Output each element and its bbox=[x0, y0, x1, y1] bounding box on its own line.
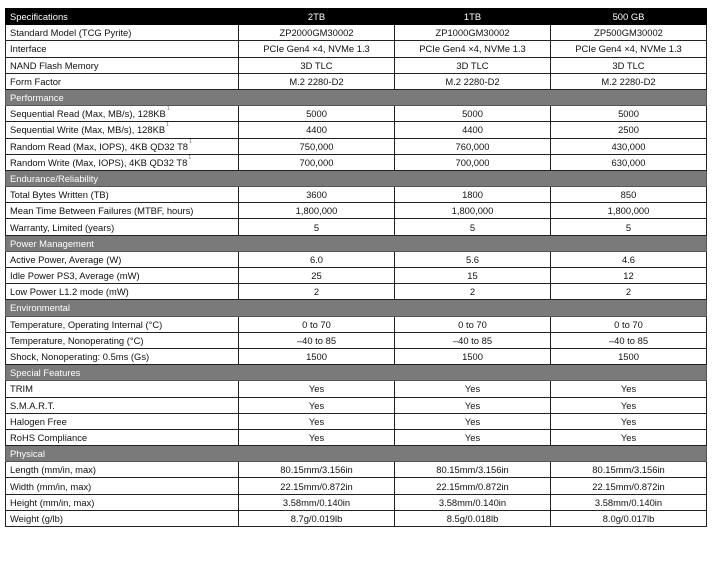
spec-value-cell: 1,800,000 bbox=[551, 203, 707, 219]
spec-value-cell: 6.0 bbox=[239, 251, 395, 267]
spec-label: Idle Power PS3, Average (mW) bbox=[10, 270, 140, 282]
table-row bbox=[6, 413, 707, 429]
section-header-row bbox=[6, 365, 707, 381]
spec-label: Temperature, Operating Internal (°C) bbox=[10, 318, 163, 330]
spec-value-cell: 8.0g/0.017lb bbox=[551, 510, 707, 526]
spec-label: Total Bytes Written (TB) bbox=[10, 189, 109, 201]
spec-value-cell: PCIe Gen4 ×4, NVMe 1.3 bbox=[395, 41, 551, 57]
spec-label-cell bbox=[6, 284, 239, 300]
table-row bbox=[6, 510, 707, 526]
spec-label: Sequential Write (Max, MB/s), 128KB bbox=[10, 124, 166, 136]
header-column-1tb: 1TB bbox=[395, 9, 551, 25]
spec-value-cell: Yes bbox=[395, 397, 551, 413]
spec-label-cell bbox=[6, 251, 239, 267]
spec-value-cell: 1500 bbox=[239, 348, 395, 364]
spec-label: Length (mm/in, max) bbox=[10, 464, 96, 476]
spec-value-cell: 750,000 bbox=[239, 138, 395, 154]
spec-label: Form Factor bbox=[10, 75, 62, 87]
spec-label: Shock, Nonoperating: 0.5ms (Gs) bbox=[10, 351, 150, 363]
spec-value-cell: 5000 bbox=[395, 106, 551, 122]
spec-value-cell: 1,800,000 bbox=[395, 203, 551, 219]
spec-label: Mean Time Between Failures (MTBF, hours) bbox=[10, 205, 194, 217]
spec-value-cell: 1500 bbox=[551, 348, 707, 364]
spec-label: Low Power L1.2 mode (mW) bbox=[10, 286, 129, 298]
footnote-marker: 1 bbox=[166, 122, 169, 129]
spec-label: S.M.A.R.T. bbox=[10, 399, 55, 411]
spec-value-cell: Yes bbox=[551, 397, 707, 413]
table-row bbox=[6, 478, 707, 494]
header-row bbox=[6, 9, 707, 25]
spec-label-cell bbox=[6, 397, 239, 413]
table-row bbox=[6, 251, 707, 267]
spec-label: NAND Flash Memory bbox=[10, 59, 99, 71]
spec-value-cell: 0 to 70 bbox=[239, 316, 395, 332]
section-header-row bbox=[6, 235, 707, 251]
table-row bbox=[6, 284, 707, 300]
spec-value-cell: 4400 bbox=[239, 122, 395, 138]
spec-value-cell: 4.6 bbox=[551, 251, 707, 267]
spec-label-cell bbox=[6, 57, 239, 73]
spec-value-cell: 2 bbox=[395, 284, 551, 300]
spec-value-cell: PCIe Gen4 ×4, NVMe 1.3 bbox=[551, 41, 707, 57]
spec-label: Active Power, Average (W) bbox=[10, 253, 122, 265]
spec-value-cell: –40 to 85 bbox=[551, 332, 707, 348]
spec-label: Height (mm/in, max) bbox=[10, 496, 95, 508]
table-row bbox=[6, 25, 707, 41]
table-row bbox=[6, 187, 707, 203]
spec-value-cell: 3.58mm/0.140in bbox=[551, 494, 707, 510]
spec-label: RoHS Compliance bbox=[10, 431, 88, 443]
spec-value-cell: 1800 bbox=[395, 187, 551, 203]
table-row bbox=[6, 41, 707, 57]
spec-label: Width (mm/in, max) bbox=[10, 480, 92, 492]
spec-label: Random Read (Max, IOPS), 4KB QD32 T8 bbox=[10, 140, 189, 152]
spec-label-cell bbox=[6, 122, 239, 138]
spec-value-cell: 8.5g/0.018lb bbox=[395, 510, 551, 526]
spec-value-cell: Yes bbox=[395, 381, 551, 397]
spec-label: Sequential Read (Max, MB/s), 128KB bbox=[10, 108, 166, 120]
spec-value-cell: 5 bbox=[239, 219, 395, 235]
table-row bbox=[6, 73, 707, 89]
spec-label-cell bbox=[6, 413, 239, 429]
spec-value-cell: 4400 bbox=[395, 122, 551, 138]
spec-label-cell bbox=[6, 203, 239, 219]
spec-label-cell bbox=[6, 462, 239, 478]
spec-label: Random Write (Max, IOPS), 4KB QD32 T8 bbox=[10, 156, 188, 168]
spec-value-cell: 2 bbox=[239, 284, 395, 300]
table-row bbox=[6, 57, 707, 73]
spec-table-wrapper bbox=[5, 8, 707, 527]
table-row bbox=[6, 154, 707, 170]
table-row bbox=[6, 106, 707, 122]
spec-value-cell: 5000 bbox=[239, 106, 395, 122]
spec-value-cell: Yes bbox=[239, 429, 395, 445]
spec-body bbox=[6, 25, 707, 527]
spec-label: Interface bbox=[10, 43, 47, 55]
spec-value-cell: 5000 bbox=[551, 106, 707, 122]
spec-value-cell: Yes bbox=[551, 381, 707, 397]
section-title: Special Features bbox=[6, 365, 707, 381]
table-row bbox=[6, 332, 707, 348]
spec-label-cell bbox=[6, 316, 239, 332]
spec-value-cell: 12 bbox=[551, 268, 707, 284]
spec-label: Standard Model (TCG Pyrite) bbox=[10, 27, 132, 39]
spec-value-cell: 700,000 bbox=[395, 154, 551, 170]
table-row bbox=[6, 138, 707, 154]
table-row bbox=[6, 316, 707, 332]
spec-value-cell: 8.7g/0.019lb bbox=[239, 510, 395, 526]
spec-value-cell: PCIe Gen4 ×4, NVMe 1.3 bbox=[239, 41, 395, 57]
section-header-row bbox=[6, 300, 707, 316]
spec-value-cell: 2500 bbox=[551, 122, 707, 138]
spec-label-cell bbox=[6, 381, 239, 397]
spec-value-cell: 5 bbox=[395, 219, 551, 235]
spec-label-cell bbox=[6, 219, 239, 235]
spec-value-cell: 3.58mm/0.140in bbox=[239, 494, 395, 510]
spec-value-cell: 3600 bbox=[239, 187, 395, 203]
spec-value-cell: 1500 bbox=[395, 348, 551, 364]
spec-value-cell: 2 bbox=[551, 284, 707, 300]
section-header-row bbox=[6, 446, 707, 462]
section-header-row bbox=[6, 89, 707, 105]
spec-table bbox=[5, 8, 707, 527]
spec-label-cell bbox=[6, 268, 239, 284]
table-row bbox=[6, 268, 707, 284]
section-title: Performance bbox=[6, 89, 707, 105]
spec-label-cell bbox=[6, 138, 239, 154]
spec-value-cell: –40 to 85 bbox=[239, 332, 395, 348]
spec-value-cell: 0 to 70 bbox=[551, 316, 707, 332]
table-row bbox=[6, 397, 707, 413]
spec-label-cell bbox=[6, 154, 239, 170]
table-row bbox=[6, 429, 707, 445]
spec-value-cell: Yes bbox=[239, 397, 395, 413]
spec-label-cell bbox=[6, 187, 239, 203]
spec-value-cell: 3.58mm/0.140in bbox=[395, 494, 551, 510]
spec-value-cell: ZP1000GM30002 bbox=[395, 25, 551, 41]
table-row bbox=[6, 494, 707, 510]
footnote-marker: 1 bbox=[166, 106, 170, 113]
spec-value-cell: 22.15mm/0.872in bbox=[239, 478, 395, 494]
spec-label: Weight (g/lb) bbox=[10, 512, 63, 524]
spec-value-cell: 630,000 bbox=[551, 154, 707, 170]
spec-value-cell: Yes bbox=[395, 413, 551, 429]
spec-value-cell: 3D TLC bbox=[239, 57, 395, 73]
spec-value-cell: Yes bbox=[551, 429, 707, 445]
table-row bbox=[6, 219, 707, 235]
spec-value-cell: Yes bbox=[239, 413, 395, 429]
section-header-row bbox=[6, 170, 707, 186]
header-column-500gb: 500 GB bbox=[551, 9, 707, 25]
spec-value-cell: 80.15mm/3.156in bbox=[395, 462, 551, 478]
spec-label-cell bbox=[6, 332, 239, 348]
section-title: Power Management bbox=[6, 235, 707, 251]
spec-label-cell bbox=[6, 25, 239, 41]
spec-value-cell: 3D TLC bbox=[551, 57, 707, 73]
spec-value-cell: M.2 2280-D2 bbox=[239, 73, 395, 89]
table-row bbox=[6, 462, 707, 478]
spec-value-cell: 22.15mm/0.872in bbox=[551, 478, 707, 494]
spec-label-cell bbox=[6, 510, 239, 526]
table-row bbox=[6, 348, 707, 364]
section-title: Endurance/Reliability bbox=[6, 170, 707, 186]
spec-value-cell: 80.15mm/3.156in bbox=[239, 462, 395, 478]
spec-label-cell bbox=[6, 478, 239, 494]
spec-value-cell: 25 bbox=[239, 268, 395, 284]
spec-value-cell: 0 to 70 bbox=[395, 316, 551, 332]
spec-value-cell: ZP2000GM30002 bbox=[239, 25, 395, 41]
spec-value-cell: 5.6 bbox=[395, 251, 551, 267]
spec-label-cell bbox=[6, 429, 239, 445]
section-title: Physical bbox=[6, 446, 707, 462]
spec-label: Halogen Free bbox=[10, 415, 67, 427]
spec-label-cell bbox=[6, 41, 239, 57]
spec-label-cell bbox=[6, 106, 239, 122]
table-row bbox=[6, 203, 707, 219]
spec-value-cell: 1,800,000 bbox=[239, 203, 395, 219]
spec-label: Warranty, Limited (years) bbox=[10, 221, 115, 233]
spec-value-cell: Yes bbox=[395, 429, 551, 445]
table-row bbox=[6, 122, 707, 138]
spec-value-cell: 80.15mm/3.156in bbox=[551, 462, 707, 478]
spec-value-cell: 3D TLC bbox=[395, 57, 551, 73]
table-row bbox=[6, 381, 707, 397]
spec-value-cell: 5 bbox=[551, 219, 707, 235]
spec-value-cell: ZP500GM30002 bbox=[551, 25, 707, 41]
spec-value-cell: 430,000 bbox=[551, 138, 707, 154]
footnote-marker: 1 bbox=[189, 138, 192, 145]
spec-value-cell: Yes bbox=[551, 413, 707, 429]
header-label: Specifications bbox=[6, 9, 239, 25]
spec-value-cell: 15 bbox=[395, 268, 551, 284]
section-title: Environmental bbox=[6, 300, 707, 316]
spec-label-cell bbox=[6, 494, 239, 510]
spec-value-cell: –40 to 85 bbox=[395, 332, 551, 348]
spec-label-cell bbox=[6, 348, 239, 364]
spec-value-cell: M.2 2280-D2 bbox=[395, 73, 551, 89]
spec-value-cell: 22.15mm/0.872in bbox=[395, 478, 551, 494]
spec-label: TRIM bbox=[10, 383, 33, 395]
spec-value-cell: 760,000 bbox=[395, 138, 551, 154]
spec-label-cell bbox=[6, 73, 239, 89]
spec-value-cell: 850 bbox=[551, 187, 707, 203]
spec-value-cell: 700,000 bbox=[239, 154, 395, 170]
spec-value-cell: Yes bbox=[239, 381, 395, 397]
spec-value-cell: M.2 2280-D2 bbox=[551, 73, 707, 89]
footnote-marker: 1 bbox=[188, 154, 192, 161]
header-column-2tb: 2TB bbox=[239, 9, 395, 25]
spec-label: Temperature, Nonoperating (°C) bbox=[10, 334, 144, 346]
